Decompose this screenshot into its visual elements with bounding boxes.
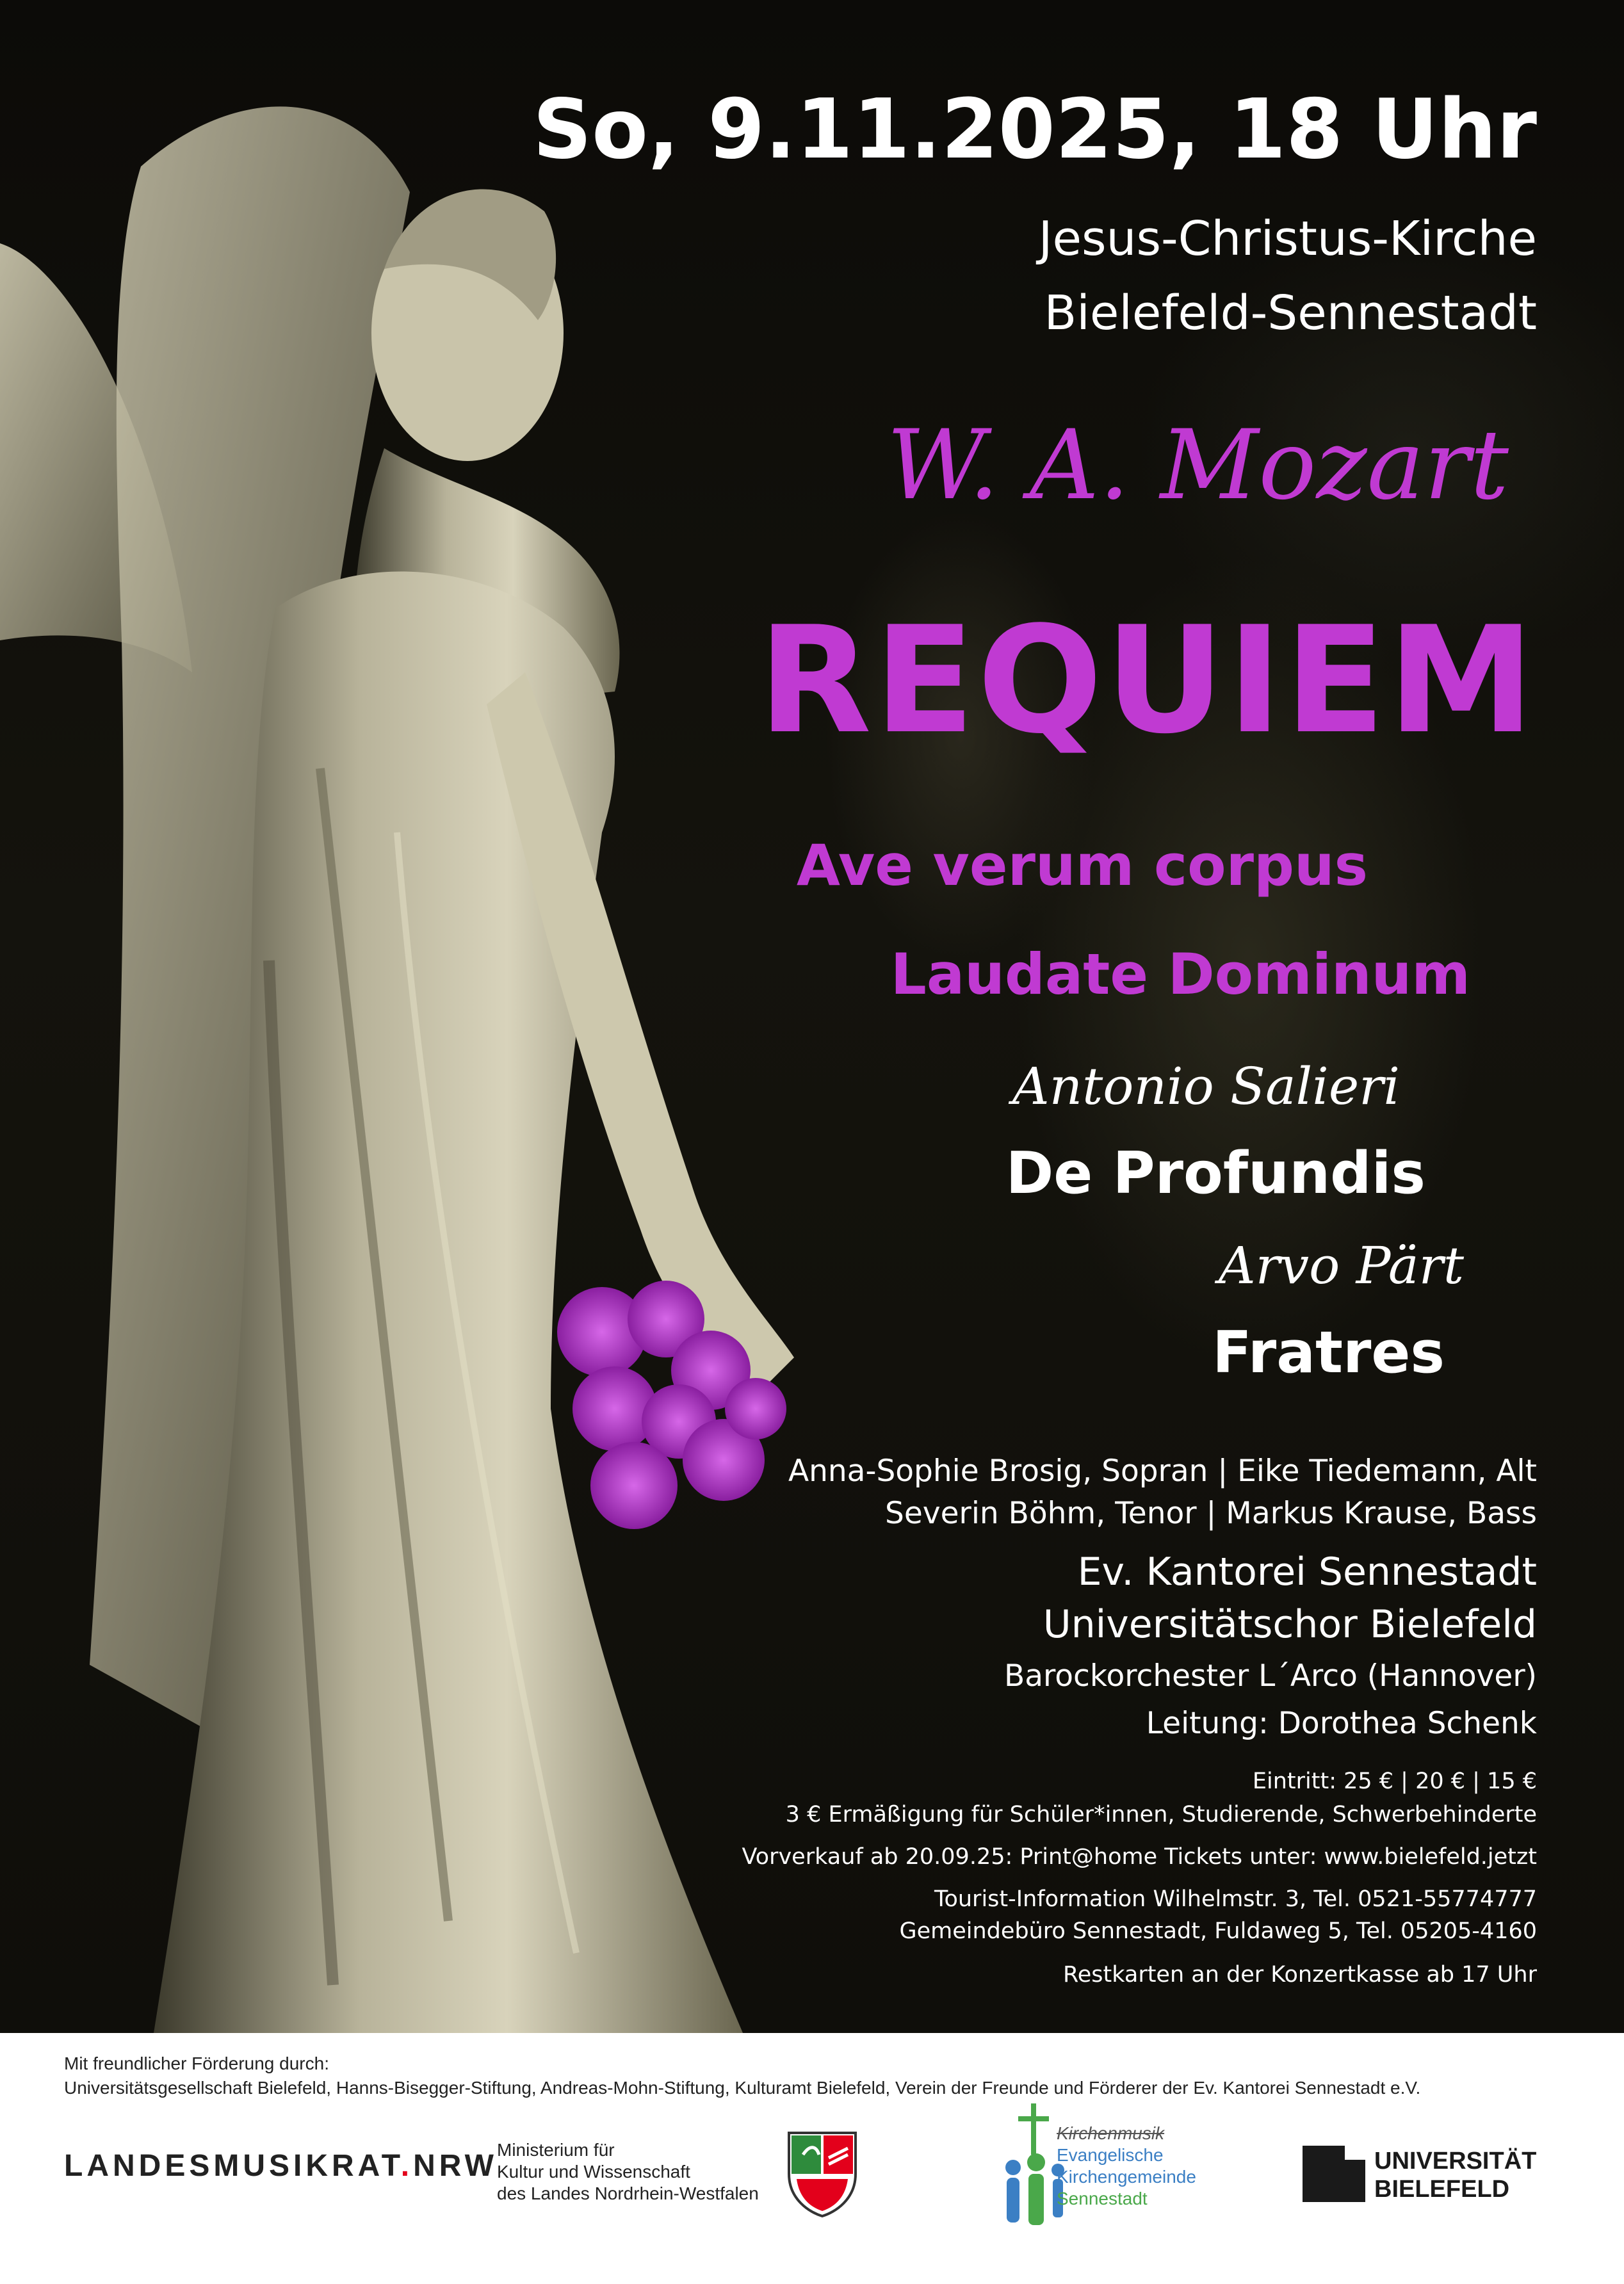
church-logo-line3: Kirchengemeinde [1057, 2167, 1196, 2187]
venue-city: Bielefeld-Sennestadt [1044, 286, 1537, 341]
ticket-outlet-parish: Gemeindebüro Sennestadt, Fuldaweg 5, Tel. 05205-4160 [899, 1918, 1537, 1944]
ticket-discount: 3 € Ermäßigung für Schüler*innen, Studierende, Schwerbehinderte [785, 1802, 1537, 1827]
university-logo-icon [1303, 2146, 1365, 2202]
sponsor-list: Universitätsgesellschaft Bielefeld, Hanns-Bisegger-Stiftung, Andreas-Mohn-Stiftung, Kulturamt Bielefeld, Verein der Freunde und Förderer der Ev. Kantorei Sennestadt e.V. [64, 2078, 1421, 2098]
church-logo-line2: Evangelische [1057, 2145, 1164, 2165]
support-heading: Mit freundlicher Förderung durch: [64, 2053, 329, 2073]
work-laudate: Laudate Dominum [890, 941, 1470, 1007]
work-requiem: REQUIEM [758, 595, 1537, 766]
ticket-outlet-tourist: Tourist-Information Wilhelmstr. 3, Tel. 0521-55774777 [934, 1886, 1537, 1912]
choir-university: Universitätschor Bielefeld [1043, 1602, 1537, 1647]
church-logo-text [1057, 2123, 1196, 2210]
ticket-price: Eintritt: 25 € | 20 € | 15 € [1252, 1769, 1537, 1794]
logo-dot: . [400, 2149, 414, 2183]
church-logo-line1: Kirchenmusik [1057, 2123, 1165, 2143]
work-fratres: Fratres [1212, 1319, 1445, 1386]
landesmusikrat-suffix: NRW [413, 2149, 498, 2183]
university-logo-text [1374, 2147, 1536, 2203]
sponsor-footer [0, 2033, 1624, 2284]
ministry-text [497, 2139, 759, 2205]
work-de-profundis: De Profundis [1005, 1140, 1425, 1207]
ministry-line3: des Landes Nordrhein-Westfalen [497, 2183, 759, 2203]
ticket-presale: Vorverkauf ab 20.09.25: Print@home Tickets unter: www.bielefeld.jetzt [742, 1844, 1537, 1870]
composer-mozart: W. A. Mozart [886, 410, 1509, 521]
soloists-line1: Anna-Sophie Brosig, Sopran | Eike Tiedemann, Alt [788, 1454, 1537, 1489]
ministry-line1: Ministerium für [497, 2140, 615, 2160]
choir-kantorei: Ev. Kantorei Sennestadt [1077, 1550, 1537, 1594]
landesmusikrat-name: LANDESMUSIKRAT [64, 2149, 401, 2183]
nrw-coat-of-arms-icon [784, 2129, 861, 2219]
university-line1: UNIVERSITÄT [1374, 2148, 1537, 2175]
event-date-time: So, 9.11.2025, 18 Uhr [532, 82, 1537, 177]
conductor: Leitung: Dorothea Schenk [1146, 1706, 1537, 1741]
ministry-line2: Kultur und Wissenschaft [497, 2162, 690, 2182]
composer-salieri: Antonio Salieri [1012, 1057, 1400, 1116]
work-ave-verum: Ave verum corpus [796, 832, 1368, 898]
university-line2: BIELEFELD [1374, 2176, 1510, 2203]
composer-paert: Arvo Pärt [1218, 1236, 1464, 1295]
soloists-line2: Severin Böhm, Tenor | Markus Krause, Bass [885, 1496, 1537, 1531]
church-logo-line4: Sennestadt [1057, 2189, 1148, 2208]
box-office-note: Restkarten an der Konzertkasse ab 17 Uhr [1062, 1962, 1537, 1988]
landesmusikrat-logo [64, 2148, 498, 2183]
orchestra: Barockorchester L´Arco (Hannover) [1003, 1658, 1537, 1694]
venue-church: Jesus-Christus-Kirche [1038, 211, 1537, 266]
